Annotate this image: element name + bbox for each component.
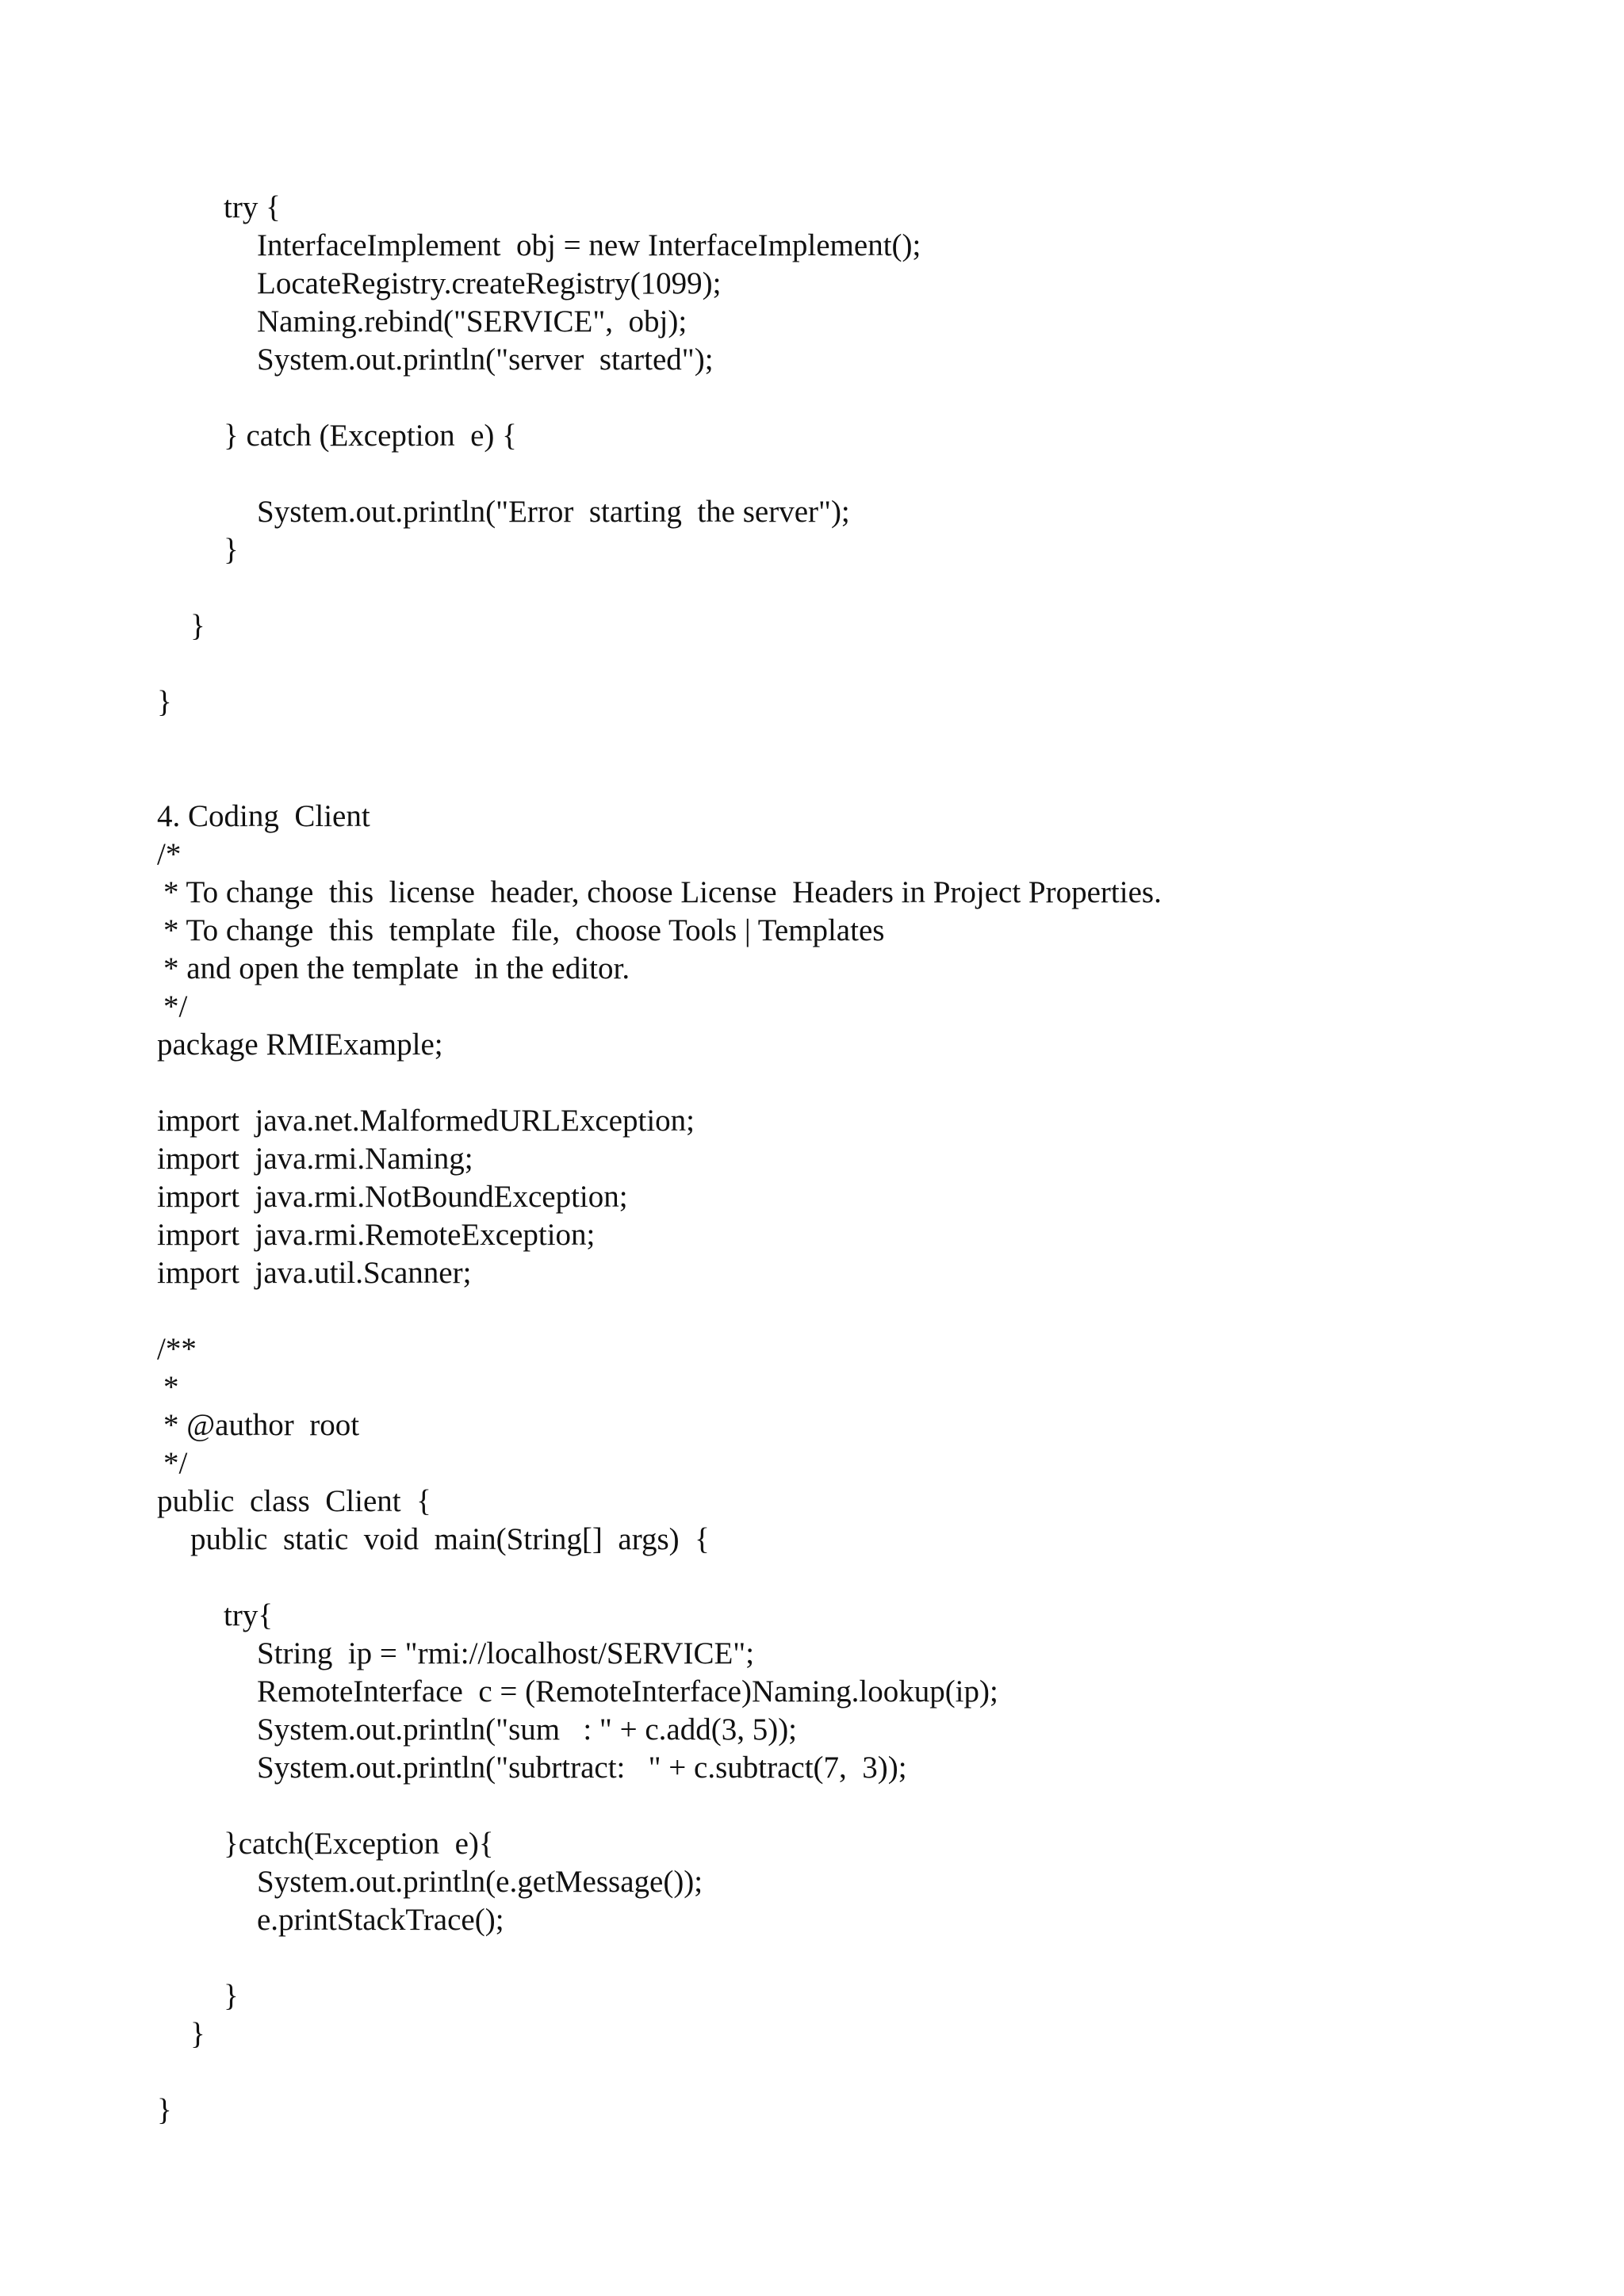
code-line: InterfaceImplement obj = new InterfaceImplement(); <box>257 228 921 262</box>
code-line: * To change this template file, choose Tools | Templates <box>163 913 885 947</box>
code-line: } catch (Exception e) { <box>224 419 517 453</box>
code-listing <box>157 189 1553 2130</box>
blank-line <box>157 1559 1553 1597</box>
code-line: String ip = "rmi://localhost/SERVICE"; <box>257 1636 755 1670</box>
code-line: } <box>224 533 239 567</box>
code-line: } <box>157 2093 172 2127</box>
code-line: package RMIExample; <box>157 1027 443 1062</box>
section-heading: 4. Coding Client <box>157 799 370 833</box>
blank-line <box>157 721 1553 760</box>
blank-line <box>157 569 1553 607</box>
code-line: System.out.println("sum : " + c.add(3, 5)); <box>257 1712 798 1747</box>
code-line: System.out.println("Error starting the server"); <box>257 495 850 529</box>
blank-line <box>157 1064 1553 1102</box>
code-line: System.out.println(e.getMessage()); <box>257 1865 703 1899</box>
code-line: Naming.rebind("SERVICE", obj); <box>257 304 688 339</box>
blank-line <box>157 1939 1553 1977</box>
code-line: import java.rmi.Naming; <box>157 1142 473 1176</box>
code-line: * <box>163 1370 179 1404</box>
code-line: /** <box>157 1332 197 1366</box>
code-line: System.out.println("subrtract: " + c.subtract(7, 3)); <box>257 1751 907 1785</box>
code-line: */ <box>163 1446 188 1480</box>
code-line: import java.rmi.NotBoundException; <box>157 1180 628 1214</box>
code-line: } <box>190 2017 205 2051</box>
blank-line <box>157 1292 1553 1330</box>
code-line: } <box>224 1979 239 2013</box>
blank-line <box>157 2053 1553 2091</box>
code-line: RemoteInterface c = (RemoteInterface)Naming.lookup(ip); <box>257 1674 998 1709</box>
code-line: LocateRegistry.createRegistry(1099); <box>257 266 722 300</box>
code-line: * @author root <box>163 1408 360 1442</box>
code-line: } <box>157 685 172 719</box>
code-line: public static void main(String[] args) { <box>190 1522 710 1556</box>
blank-line <box>157 455 1553 493</box>
code-line: } <box>190 609 205 643</box>
code-line: try { <box>224 190 281 224</box>
blank-line <box>157 760 1553 798</box>
code-line: */ <box>163 989 188 1024</box>
code-line: }catch(Exception e){ <box>224 1827 494 1861</box>
code-line: e.printStackTrace(); <box>257 1903 504 1937</box>
code-line: public class Client { <box>157 1484 431 1518</box>
code-line: import java.util.Scanner; <box>157 1256 472 1290</box>
code-line: * To change this license header, choose License Headers in Project Properties. <box>163 875 1162 909</box>
blank-line <box>157 645 1553 683</box>
code-line: try{ <box>224 1598 274 1632</box>
code-line: import java.rmi.RemoteException; <box>157 1218 596 1252</box>
code-line: * and open the template in the editor. <box>163 951 630 985</box>
blank-line <box>157 1787 1553 1825</box>
code-line: /* <box>157 837 182 871</box>
code-line: System.out.println("server started"); <box>257 342 714 377</box>
code-line: import java.net.MalformedURLException; <box>157 1104 695 1138</box>
blank-line <box>157 379 1553 417</box>
